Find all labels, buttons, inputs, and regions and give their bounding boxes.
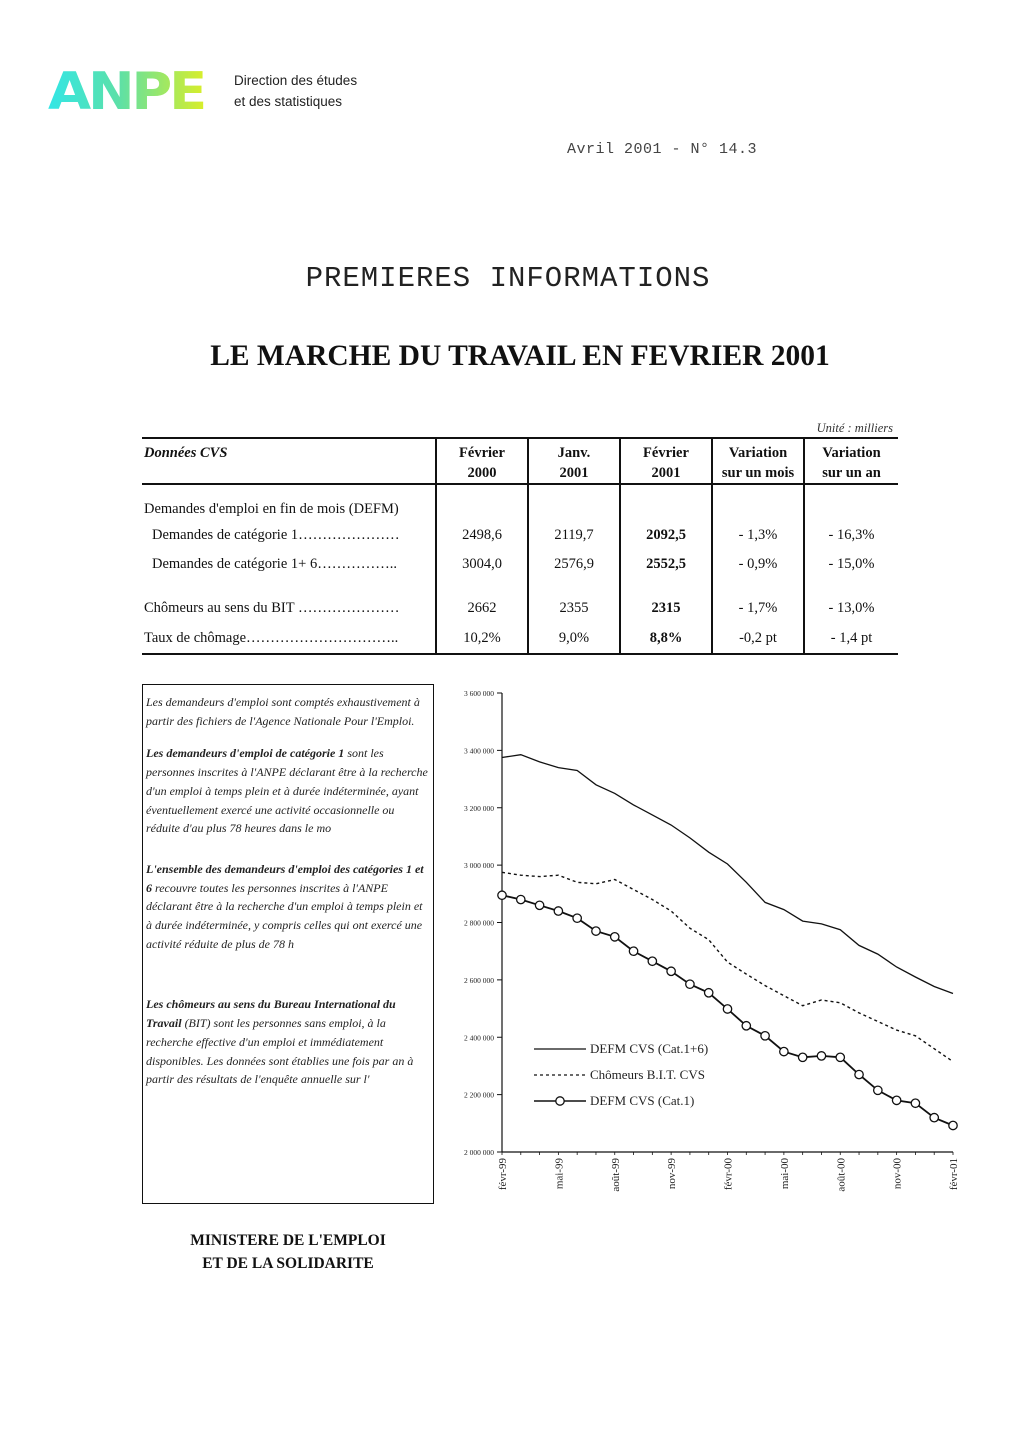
header-label: Février (643, 445, 689, 461)
note-paragraph: Les demandeurs d'emploi sont comptés exhaustivement à partir des fichiers de l'Agence Nationale Pour l'Emploi. (146, 695, 420, 728)
header-sublabel: sur un mois (721, 465, 795, 481)
x-tick-label: mai-99 (553, 1158, 566, 1190)
series-line-2 (502, 872, 953, 1061)
x-axis (497, 1152, 960, 1192)
legend-label: Chômeurs B.I.T. CVS (590, 1067, 705, 1082)
note-term: L'ensemble des demandeurs d'emploi des catégories 1 et 6 (146, 861, 424, 895)
y-tick-label: 3 200 000 (464, 803, 494, 813)
table-row (142, 520, 898, 550)
x-tick-label: nov-99 (666, 1158, 679, 1190)
table-cell: - 15,0% (804, 550, 898, 579)
header-sublabel: 2000 (467, 465, 497, 481)
table-cell: 9,0% (528, 623, 620, 654)
note-term: Les chômeurs au sens du Bureau International du Travail (146, 997, 396, 1031)
header-sublabel: 2001 (651, 465, 681, 481)
data-point (705, 989, 713, 997)
data-point (535, 901, 543, 909)
note-paragraph (146, 860, 429, 954)
table-cell: 8,8% (620, 623, 712, 654)
legend-label: DEFM CVS (Cat.1+6) (590, 1041, 709, 1056)
data-point (911, 1099, 919, 1107)
note-text: (BIT) sont les personnes sans emploi, à la recherche effective d'un emploi et immédiatement disponibles. Les données sont établies une fois par an à partir des résultats de l'enquête annuelle sur l' (146, 1016, 414, 1087)
y-tick-label: 2 600 000 (464, 975, 494, 985)
data-point (686, 980, 694, 988)
data-point (855, 1070, 863, 1078)
header-label: Variation (822, 445, 881, 461)
note-text: sont les personnes inscrites à l'ANPE déclarant être à la recherche d'un emploi à temps plein et à durée indéterminée, ayant éventuellement exercé une activité occasionnelle ou réduite d'au plus 78 heures dans le mo (146, 746, 428, 836)
table-header-row (142, 438, 898, 484)
note-paragraph (146, 744, 429, 838)
page-title: LE MARCHE DU TRAVAIL EN FEVRIER 2001 (210, 340, 830, 372)
data-point (892, 1096, 900, 1104)
x-tick-label: févr-01 (948, 1158, 960, 1191)
header-label: Janv. (557, 445, 591, 461)
chart-legend (534, 1041, 708, 1108)
table-cell: 10,2% (436, 623, 528, 654)
y-tick-label: 3 000 000 (464, 861, 494, 871)
definitions-box (142, 684, 434, 1204)
data-point (667, 967, 675, 975)
x-tick-label: mai-00 (778, 1158, 791, 1190)
chart-series (498, 755, 957, 1130)
header-sublabel: 2001 (559, 465, 589, 481)
table-row (142, 593, 898, 623)
data-point (723, 1005, 731, 1013)
data-point (836, 1053, 844, 1061)
table-group-row (142, 498, 898, 520)
y-tick-label: 3 400 000 (464, 746, 494, 756)
table-cell: - 1,4 pt (804, 623, 898, 654)
anpe-logo (46, 68, 206, 114)
y-tick-label: 2 400 000 (464, 1033, 494, 1043)
issue-number: Avril 2001 - N° 14.3 (567, 141, 758, 158)
statistics-table (142, 437, 898, 655)
table-cell: - 1,3% (712, 520, 804, 550)
ministry-line-1: MINISTERE DE L'EMPLOI (190, 1232, 386, 1249)
legend-marker (556, 1097, 564, 1105)
header-feb-2001 (620, 438, 712, 484)
x-tick-label: févr-99 (497, 1158, 509, 1191)
data-point (554, 907, 562, 915)
header-feb-2000 (436, 438, 528, 484)
y-tick-label: 2 800 000 (464, 918, 494, 928)
header-data-cvs (142, 438, 436, 484)
row-label: Taux de chômage………………………….. (142, 623, 436, 654)
data-point (629, 947, 637, 955)
header-label: Variation (728, 445, 788, 461)
legend-label: DEFM CVS (Cat.1) (590, 1093, 695, 1108)
table-cell: - 1,7% (712, 593, 804, 623)
data-point (949, 1121, 957, 1129)
x-tick-label: nov-00 (891, 1158, 904, 1190)
data-point (817, 1052, 825, 1060)
data-point (874, 1086, 882, 1094)
header-label: Février (459, 445, 505, 461)
group-label: Demandes d'emploi en fin de mois (DEFM) (144, 500, 399, 517)
table-cell: - 16,3% (804, 520, 898, 550)
data-point (573, 914, 581, 922)
row-label: Demandes de catégorie 1+ 6…………….. (152, 556, 397, 572)
data-point (517, 895, 525, 903)
table-unit: Unité : milliers (816, 421, 893, 435)
x-tick-label: août-00 (835, 1158, 848, 1192)
anpe-logo-graphic (46, 68, 206, 114)
table-cell: 2119,7 (528, 520, 620, 550)
note-term: Les demandeurs d'emploi de catégorie 1 (146, 746, 345, 761)
table-cell: 2092,5 (620, 520, 712, 550)
table-cell: 2662 (436, 593, 528, 623)
row-label: Demandes de catégorie 1………………… (152, 526, 400, 543)
table-cell: 3004,0 (436, 550, 528, 579)
note-text: recouvre toutes les personnes inscrites à l'ANPE déclarant être à la recherche d'un emploi à temps plein et à durée indéterminée, y compris celles qui ont exercé une activité réduite de plus de 78 h (146, 880, 423, 951)
org-line-1: Direction des études (234, 73, 358, 88)
data-point (648, 957, 656, 965)
data-point (592, 927, 600, 935)
y-tick-label: 3 600 000 (464, 689, 494, 698)
header-jan-2001 (528, 438, 620, 484)
table-cell: 2576,9 (528, 550, 620, 579)
series-line-1 (502, 755, 953, 994)
data-point (498, 891, 506, 899)
table-cell: 2315 (620, 593, 712, 623)
publication-kicker: PREMIERES INFORMATIONS (305, 262, 711, 295)
ministry-signature (142, 1229, 434, 1275)
data-point (761, 1032, 769, 1040)
header-label: Données CVS (144, 445, 228, 461)
unemployment-line-chart (440, 680, 970, 1220)
table-cell: - 0,9% (712, 550, 804, 579)
org-line-2: et des statistiques (234, 94, 343, 109)
note-paragraph (146, 995, 429, 1089)
y-tick-label: 2 000 000 (464, 1148, 494, 1157)
header-variation-year (804, 438, 898, 484)
table-cell: 2498,6 (436, 520, 528, 550)
data-point (611, 933, 619, 941)
x-tick-label: févr-00 (722, 1158, 735, 1191)
data-point (780, 1047, 788, 1055)
row-label: Chômeurs au sens du BIT ………………… (144, 599, 400, 616)
header-variation-month (712, 438, 804, 484)
table-cell: -0,2 pt (712, 623, 804, 654)
table-row (142, 623, 898, 654)
x-tick-label: août-99 (609, 1158, 622, 1192)
table-cell: 2355 (528, 593, 620, 623)
table-cell: - 13,0% (804, 593, 898, 623)
data-point (930, 1113, 938, 1121)
ministry-line-2: ET DE LA SOLIDARITE (202, 1255, 374, 1272)
y-axis (464, 689, 502, 1157)
table-row (142, 550, 898, 579)
y-tick-label: 2 200 000 (464, 1090, 494, 1100)
data-point (742, 1022, 750, 1030)
data-point (798, 1053, 806, 1061)
header-sublabel: sur un an (822, 465, 881, 481)
anpe-logo-text: ANPE (48, 68, 204, 114)
table-cell: 2552,5 (620, 550, 712, 579)
